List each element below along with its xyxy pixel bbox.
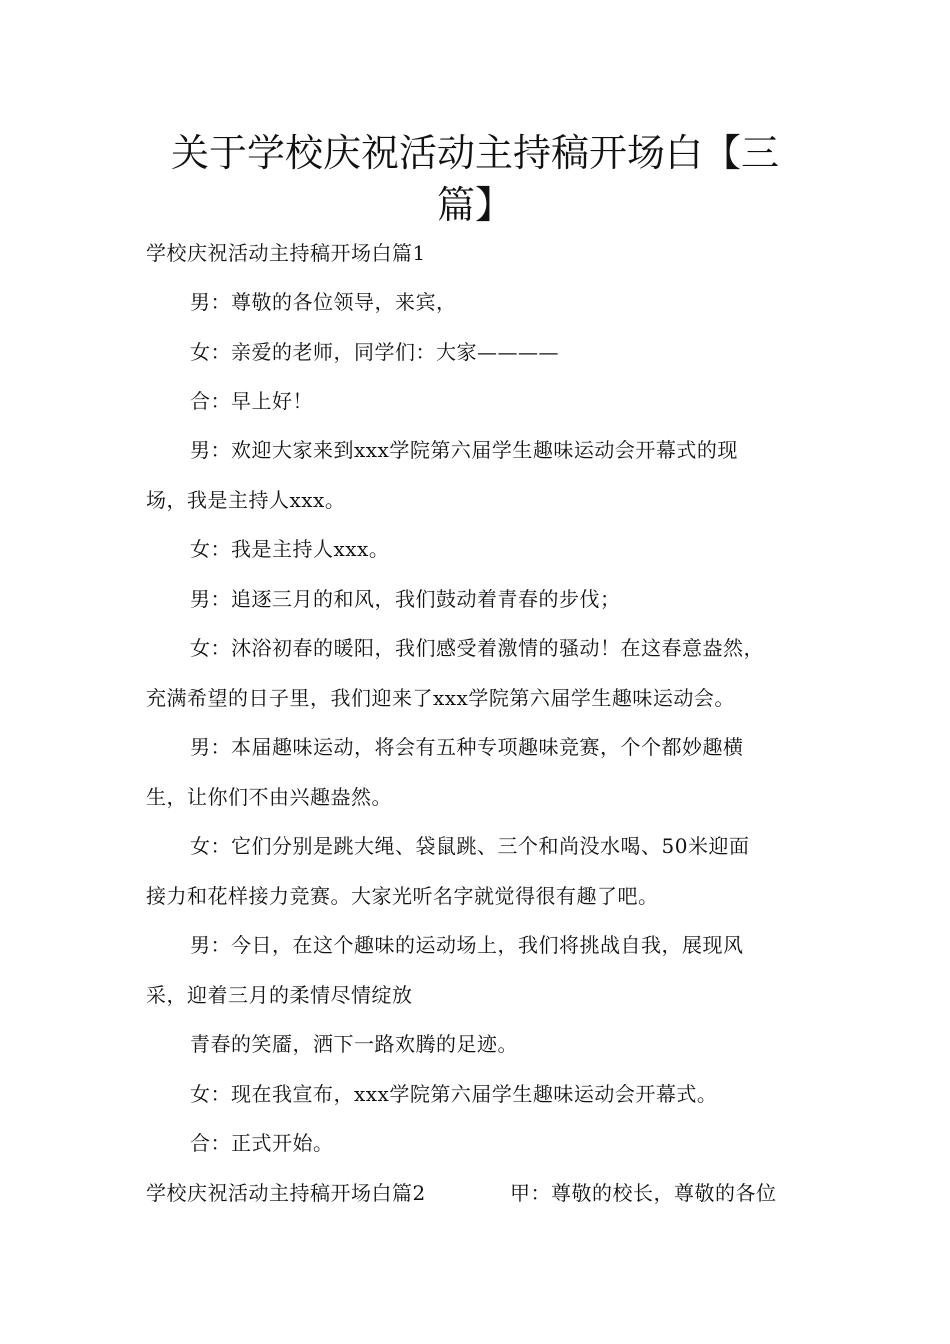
paragraph-line: 女：沐浴初春的暖阳，我们感受着激情的骚动！在这春意盎然， xyxy=(190,636,764,660)
paragraph-line: 充满希望的日子里，我们迎来了xxx学院第六届学生趣味运动会。 xyxy=(146,686,735,710)
paragraph-line: 女：亲爱的老师，同学们：大家———— xyxy=(190,340,559,364)
paragraph-line: 青春的笑靥，洒下一路欢腾的足迹。 xyxy=(190,1032,518,1056)
paragraph-line: 合：正式开始。 xyxy=(190,1131,334,1155)
paragraph-line: 男：欢迎大家来到xxx学院第六届学生趣味运动会开幕式的现 xyxy=(190,438,738,462)
section-heading-1: 学校庆祝活动主持稿开场白篇1 xyxy=(146,241,426,265)
paragraph-line: 男：尊敬的各位领导，来宾， xyxy=(190,290,457,314)
paragraph-line: 场，我是主持人xxx。 xyxy=(146,488,346,512)
paragraph-line: 生，让你们不由兴趣盎然。 xyxy=(146,785,392,809)
section-heading-2: 学校庆祝活动主持稿开场白篇2 xyxy=(146,1181,426,1205)
paragraph-line: 采，迎着三月的柔情尽情绽放 xyxy=(146,983,413,1007)
paragraph-line: 男：追逐三月的和风，我们鼓动着青春的步伐； xyxy=(190,587,621,611)
document-title-line-1: 关于学校庆祝活动主持稿开场白【三 xyxy=(170,131,779,175)
paragraph-line: 男：本届趣味运动，将会有五种专项趣味竞赛，个个都妙趣横 xyxy=(190,735,744,759)
paragraph-line: 女：我是主持人xxx。 xyxy=(190,537,390,561)
paragraph-line: 男：今日，在这个趣味的运动场上，我们将挑战自我，展现风 xyxy=(190,933,744,957)
paragraph-line: 女：它们分别是跳大绳、袋鼠跳、三个和尚没水喝、50米迎面 xyxy=(190,834,750,858)
paragraph-line: 接力和花样接力竞赛。大家光听名字就觉得很有趣了吧。 xyxy=(146,884,659,908)
document-title-line-2: 篇】 xyxy=(436,183,513,227)
paragraph-line: 女：现在我宣布，xxx学院第六届学生趣味运动会开幕式。 xyxy=(190,1082,718,1106)
paragraph-line: 甲：尊敬的校长，尊敬的各位 xyxy=(510,1181,777,1205)
paragraph-line: 合：早上好！ xyxy=(190,389,313,413)
